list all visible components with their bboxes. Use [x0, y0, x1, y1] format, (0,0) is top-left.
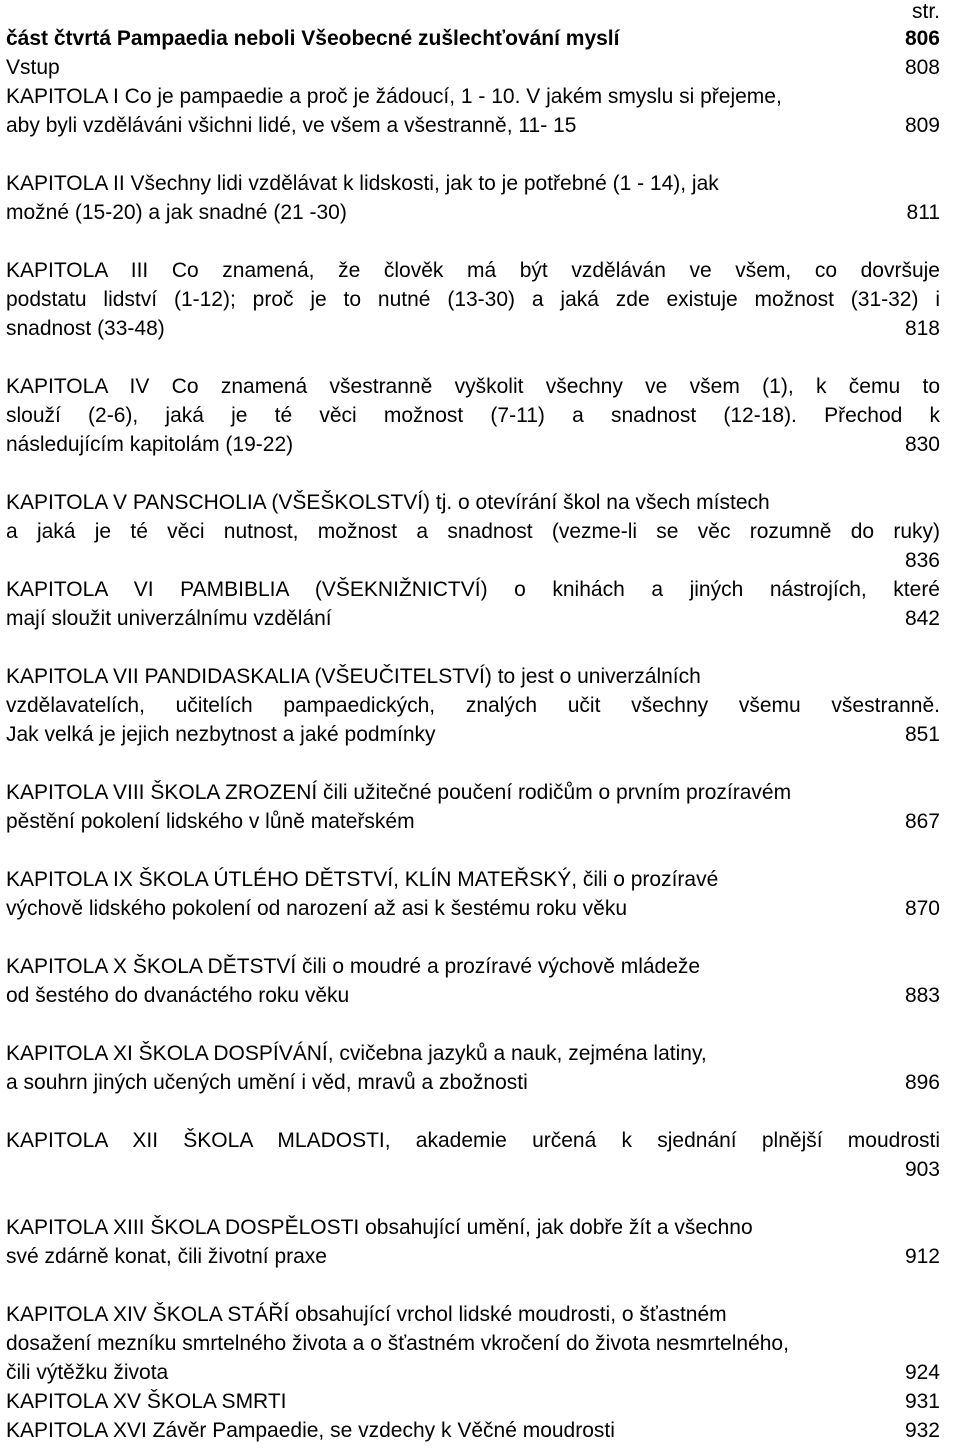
toc-entry-last-line	[6, 720, 940, 749]
toc-entry-4	[6, 372, 940, 459]
toc-entry-line: následujícím kapitolám (19-22)	[6, 433, 294, 456]
toc-entry-last-line	[6, 1358, 940, 1387]
toc-entry-last-line	[6, 198, 940, 227]
toc-entry-last-line	[6, 1242, 940, 1271]
spacer	[6, 1097, 940, 1126]
toc-entry-line: mají sloužit univerzálnímu vzdělání	[6, 607, 332, 630]
toc-entry-line: slouží (2-6), jaká je té věci možnost (7-11) a snadnost (12-18). Přechod k	[6, 404, 940, 427]
toc-entry-page: 867	[904, 810, 940, 833]
toc-entry-last-line	[6, 111, 940, 140]
intro-page: 808	[904, 56, 940, 79]
spacer	[6, 923, 940, 952]
toc-entry-line: své zdárně konat, čili životní praxe	[6, 1245, 327, 1268]
toc-entry-line: KAPITOLA XIII ŠKOLA DOSPĚLOSTI obsahující umění, jak dobře žít a všechno	[6, 1216, 753, 1239]
toc-entry-line: KAPITOLA I Co je pampaedie a proč je žádoucí, 1 - 10. V jakém smyslu si přejeme,	[6, 85, 782, 108]
toc-entry-line: aby byli vzděláváni všichni lidé, ve všem a všestranně, 11- 15	[6, 114, 577, 137]
toc-entry-line: KAPITOLA XIV ŠKOLA STÁŘÍ obsahující vrchol lidské moudrosti, o šťastném	[6, 1303, 727, 1326]
toc-entry-line: KAPITOLA X ŠKOLA DĚTSTVÍ čili o moudré a prozíravé výchově mládeže	[6, 955, 701, 978]
toc-entry-line: KAPITOLA VIII ŠKOLA ZROZENÍ čili užitečné poučení rodičům o prvním prozíravém	[6, 781, 792, 804]
toc-entry-12	[6, 1126, 940, 1184]
spacer	[6, 1184, 940, 1213]
toc-entry-3	[6, 256, 940, 343]
toc-entry-page: 903	[904, 1158, 940, 1181]
toc-entry-10	[6, 952, 940, 1010]
spacer	[6, 1271, 940, 1300]
toc-entry-14	[6, 1300, 940, 1387]
toc-entry-line: KAPITOLA XVI Závěr Pampaedie, se vzdechy k Věčné moudrosti	[6, 1419, 615, 1442]
toc-entry-line: KAPITOLA VI PAMBIBLIA (VŠEKNIŽNICTVÍ) o knihách a jiných nástrojích, které	[6, 578, 940, 601]
toc-entry-15	[6, 1387, 940, 1416]
toc-entry-line: KAPITOLA XI ŠKOLA DOSPÍVÁNÍ, cvičebna jazyků a nauk, zejména latiny,	[6, 1042, 707, 1065]
toc-entry-line: KAPITOLA IX ŠKOLA ÚTLÉHO DĚTSTVÍ, KLÍN MATEŘSKÝ, čili o prozíravé	[6, 868, 719, 891]
toc-entry-page: 883	[904, 984, 940, 1007]
spacer	[6, 836, 940, 865]
toc-entry-page: 924	[904, 1361, 940, 1384]
spacer	[6, 227, 940, 256]
toc-entry-last-line	[6, 430, 940, 459]
toc-entry-line: čili výtěžku života	[6, 1361, 169, 1384]
intro-title: Vstup	[6, 56, 60, 79]
toc-entry-line: výchově lidského pokolení od narození až asi k šestému roku věku	[6, 897, 628, 920]
toc-entry-line: podstatu lidství (1-12); proč je to nutné (13-30) a jaká zde existuje možnost (31-32) i	[6, 288, 940, 311]
toc-entry-last-line	[6, 894, 940, 923]
toc-entry-line: dosažení mezníku smrtelného života a o šťastném vkročení do života nesmrtelného,	[6, 1332, 789, 1355]
part-title: část čtvrtá Pampaedia neboli Všeobecné zušlechťování myslí	[6, 27, 620, 50]
toc-entry-page: 851	[904, 723, 940, 746]
toc-entry-page: 842	[904, 607, 940, 630]
toc-entry-last-line	[6, 981, 940, 1010]
toc-entry-page: 836	[904, 549, 940, 572]
toc-entry-line: KAPITOLA XV ŠKOLA SMRTI	[6, 1390, 287, 1413]
toc-entry-line: Jak velká je jejich nezbytnost a jaké podmínky	[6, 723, 436, 746]
toc-entry-2	[6, 169, 940, 227]
toc-entry-page: 830	[904, 433, 940, 456]
toc-entry-page: 932	[904, 1419, 940, 1442]
toc-entry-page: 870	[904, 897, 940, 920]
toc-entry-last-line	[6, 604, 940, 633]
toc-entry-line: KAPITOLA II Všechny lidi vzdělávat k lidskosti, jak to je potřebné (1 - 14), jak	[6, 172, 719, 195]
toc-entry-line: snadnost (33-48)	[6, 317, 165, 340]
toc-entry-page: 809	[904, 114, 940, 137]
toc-entry-8	[6, 778, 940, 836]
toc-entry-page: 896	[904, 1071, 940, 1094]
spacer	[6, 459, 940, 488]
toc-entry-line: vzdělavatelích, učitelích pampaedických, znalých učit všechny všemu všestranně.	[6, 694, 940, 717]
toc-entry-line: KAPITOLA V PANSCHOLIA (VŠEŠKOLSTVÍ) tj. o otevírání škol na všech místech	[6, 491, 770, 514]
toc-entry-line: a souhrn jiných učených umění i věd, mravů a zbožnosti	[6, 1071, 528, 1094]
toc-entry-line: a jaká je té věci nutnost, možnost a snadnost (vezme-li se věc rozumně do ruky)	[6, 520, 940, 543]
spacer	[6, 633, 940, 662]
toc-entry-last-line	[6, 807, 940, 836]
intro-entry	[6, 53, 940, 82]
toc-entry-line: možné (15-20) a jak snadné (21 -30)	[6, 201, 347, 224]
toc-entry-line: KAPITOLA VII PANDIDASKALIA (VŠEUČITELSTVÍ) to jest o univerzálních	[6, 665, 701, 688]
toc-entry-6	[6, 575, 940, 633]
table-of-contents	[6, 0, 940, 1445]
toc-entry-line: KAPITOLA III Co znamená, že člověk má být vzděláván ve všem, co dovršuje	[6, 259, 940, 282]
toc-entry-page: 818	[904, 317, 940, 340]
toc-entry-last-line	[6, 1068, 940, 1097]
toc-entry-13	[6, 1213, 940, 1271]
toc-entry-16	[6, 1416, 940, 1445]
toc-entry-1	[6, 82, 940, 140]
toc-entry-line: od šestého do dvanáctého roku věku	[6, 984, 350, 1007]
spacer	[6, 749, 940, 778]
toc-entry-line: KAPITOLA XII ŠKOLA MLADOSTI, akademie určená k sjednání plnější moudrosti	[6, 1129, 940, 1152]
toc-entry-5	[6, 488, 940, 575]
toc-entry-7	[6, 662, 940, 749]
toc-entry-last-line	[6, 314, 940, 343]
part-page: 806	[904, 27, 940, 50]
part-heading	[6, 24, 940, 53]
toc-entry-line: pěstění pokolení lidského v lůně mateřském	[6, 810, 415, 833]
spacer	[6, 140, 940, 169]
toc-entry-11	[6, 1039, 940, 1097]
toc-entry-page: 912	[904, 1245, 940, 1268]
toc-entry-page: 931	[904, 1390, 940, 1413]
toc-entry-line: KAPITOLA IV Co znamená všestranně vyškolit všechny ve všem (1), k čemu to	[6, 375, 940, 398]
spacer	[6, 1010, 940, 1039]
page-column-label: str.	[911, 0, 940, 23]
spacer	[6, 343, 940, 372]
toc-entry-page: 811	[906, 201, 940, 224]
toc-entry-9	[6, 865, 940, 923]
